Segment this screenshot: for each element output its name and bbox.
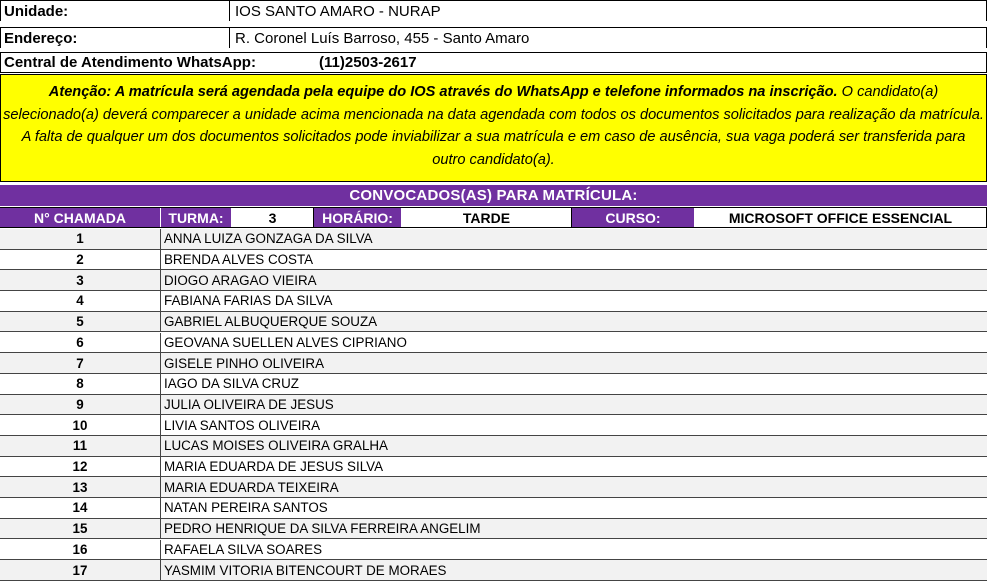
candidate-name: JULIA OLIVEIRA DE JESUS (164, 396, 334, 412)
unidade-label: Unidade: (0, 1, 230, 21)
candidate-name: MARIA EDUARDA TEIXEIRA (164, 479, 339, 495)
table-title: CONVOCADOS(AS) PARA MATRÍCULA: (0, 185, 987, 206)
candidate-name: DIOGO ARAGAO VIEIRA (164, 272, 317, 288)
endereco-value: R. Coronel Luís Barroso, 455 - Santo Amaro (230, 28, 987, 48)
horario-value: TARDE (402, 208, 572, 227)
candidate-name: PEDRO HENRIQUE DA SILVA FERREIRA ANGELIM (164, 521, 481, 537)
chamada-number: 17 (0, 560, 161, 580)
table-row (0, 436, 987, 457)
chamada-number: 11 (0, 436, 161, 456)
table-row (0, 415, 987, 436)
chamada-number: 10 (0, 415, 161, 435)
candidate-name: IAGO DA SILVA CRUZ (164, 376, 299, 392)
whatsapp-row (0, 52, 987, 73)
chamada-number: 9 (0, 395, 161, 415)
chamada-number: 3 (0, 270, 161, 290)
candidate-name: ANNA LUIZA GONZAGA DA SILVA (164, 231, 373, 247)
table-row (0, 312, 987, 333)
table-row (0, 250, 987, 271)
table-row (0, 540, 987, 561)
chamada-number: 13 (0, 477, 161, 497)
table-row (0, 333, 987, 354)
chamada-number: 7 (0, 353, 161, 373)
chamada-number: 2 (0, 250, 161, 270)
endereco-row (0, 27, 987, 48)
chamada-number: 4 (0, 291, 161, 311)
candidate-name: YASMIM VITORIA BITENCOURT DE MORAES (164, 562, 447, 578)
unidade-row (0, 0, 987, 21)
chamada-number: 12 (0, 457, 161, 477)
curso-label: CURSO: (572, 208, 695, 227)
whatsapp-number: (11)2503-2617 (319, 54, 417, 71)
notice-bold-text: Atenção: A matrícula será agendada pela equipe do IOS através do WhatsApp e telefone informados na inscrição. (48, 84, 838, 100)
table-row (0, 291, 987, 312)
table-row (0, 395, 987, 416)
chamada-number: 14 (0, 498, 161, 518)
table-row (0, 498, 987, 519)
table-row (0, 374, 987, 395)
chamada-number: 16 (0, 540, 161, 560)
candidate-name: BRENDA ALVES COSTA (164, 252, 314, 268)
candidate-name: MARIA EDUARDA DE JESUS SILVA (164, 459, 384, 475)
table-row (0, 353, 987, 374)
curso-value: MICROSOFT OFFICE ESSENCIAL (695, 208, 987, 227)
candidate-name: LUCAS MOISES OLIVEIRA GRALHA (164, 438, 388, 454)
table-row (0, 519, 987, 540)
candidate-name: GABRIEL ALBUQUERQUE SOUZA (164, 314, 378, 330)
table-row (0, 270, 987, 291)
candidate-name: GEOVANA SUELLEN ALVES CIPRIANO (164, 334, 407, 350)
candidate-name: FABIANA FARIAS DA SILVA (164, 293, 333, 309)
endereco-label: Endereço: (0, 28, 230, 48)
chamada-number: 8 (0, 374, 161, 394)
candidate-name: RAFAELA SILVA SOARES (164, 541, 323, 557)
candidate-name: LIVIA SANTOS OLIVEIRA (164, 417, 321, 433)
chamada-number: 5 (0, 312, 161, 332)
horario-label: HORÁRIO: (314, 208, 402, 227)
table-row (0, 229, 987, 250)
table-header-row (0, 207, 987, 228)
turma-label: TURMA: (161, 208, 232, 227)
table-row (0, 477, 987, 498)
table-row (0, 560, 987, 581)
chamada-number: 1 (0, 229, 161, 249)
col-chamada-header: N° CHAMADA (0, 208, 161, 227)
whatsapp-label: Central de Atendimento WhatsApp: (4, 54, 256, 71)
notice-box (0, 74, 987, 182)
candidate-name: NATAN PEREIRA SANTOS (164, 500, 328, 516)
chamada-number: 15 (0, 519, 161, 539)
notice-text: O candidato(a) selecionado(a) deverá comparecer a unidade acima mencionada na data agendada com todos os documentos solicitados para realização da matrícula. A falta de qualquer um dos documentos solicitados pode inviabilizar a sua matrícula e em caso de ausência, sua vaga poderá ser transferida para outro candidato(a). (3, 84, 984, 168)
candidate-name: GISELE PINHO OLIVEIRA (164, 355, 324, 371)
unidade-value: IOS SANTO AMARO - NURAP (230, 1, 987, 21)
turma-value: 3 (232, 208, 314, 227)
table-row (0, 457, 987, 478)
chamada-number: 6 (0, 333, 161, 353)
